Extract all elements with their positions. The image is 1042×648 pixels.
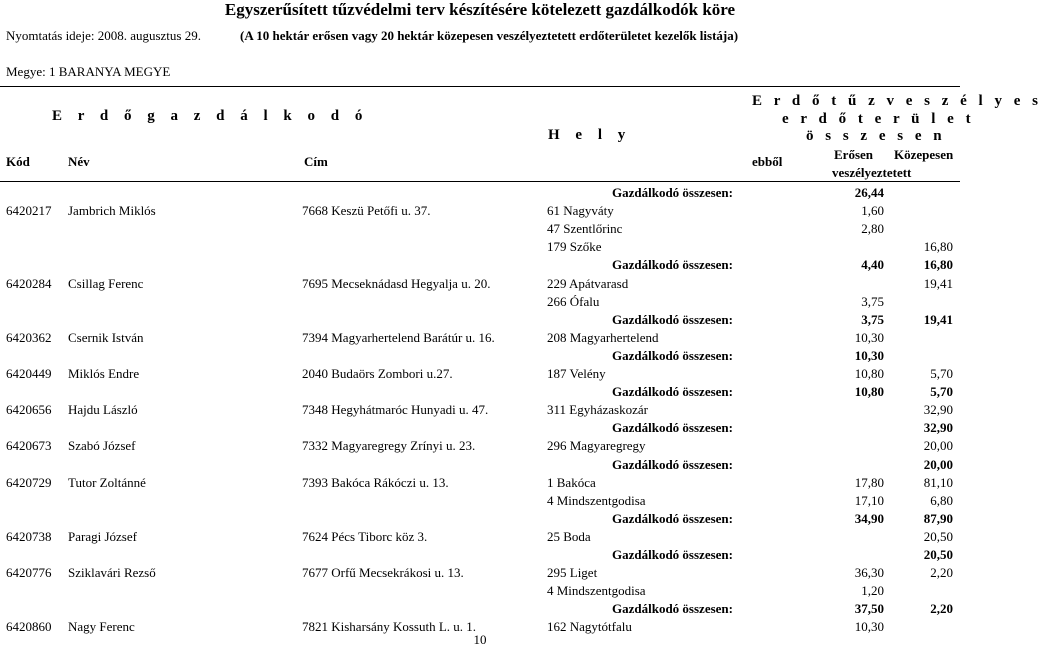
hely-cell: 295 Liget — [547, 565, 598, 581]
kozepesen-value: 20,50 — [923, 528, 953, 544]
hely-cell: 208 Magyarhertelend — [547, 329, 659, 345]
cim-cell: 7624 Pécs Tiborc köz 3. — [302, 528, 428, 544]
hely-cell: 311 Egyházaskozár — [547, 402, 648, 418]
cim-cell: 7695 Mecseknádasd Hegyalja u. 20. — [302, 275, 491, 291]
kozepesen-value: 2,20 — [930, 565, 953, 581]
kod-cell: 6420860 — [6, 619, 52, 635]
hely-cell: 47 Szentlőrinc — [547, 221, 623, 237]
subtotal-label: Gazdálkodó összesen: — [612, 311, 733, 327]
table-row — [0, 237, 960, 255]
group-veszelyes-line3: ö s s z e s e n — [806, 128, 946, 144]
cim-cell: 7348 Hegyhátmaróc Hunyadi u. 47. — [302, 402, 489, 418]
nev-cell: Csillag Ferenc — [68, 275, 144, 291]
hely-cell: 187 Velény — [547, 366, 606, 381]
subtotal-row — [0, 310, 960, 328]
hely-cell: 179 Szőke — [547, 239, 602, 255]
table-row — [0, 491, 960, 509]
subtotal-label: Gazdálkodó összesen: — [612, 420, 733, 436]
erosen-value: 10,30 — [854, 347, 884, 363]
col-erosen: Erősen — [834, 147, 873, 162]
kozepesen-value: 5,70 — [930, 366, 953, 381]
hely-cell: 266 Ófalu — [547, 293, 600, 309]
subtotal-row — [0, 545, 960, 563]
table-row — [0, 219, 960, 237]
nev-cell: Jambrich Miklós — [68, 203, 156, 219]
kozepesen-value: 16,80 — [923, 239, 953, 255]
nev-cell: Tutor Zoltánné — [68, 474, 146, 490]
group-erdogazdalkodo: E r d ő g a z d á l k o d ó — [52, 108, 369, 124]
erosen-value: 10,80 — [854, 384, 884, 400]
erosen-value: 34,90 — [854, 510, 884, 526]
subtotal-row — [0, 255, 960, 273]
table-row — [0, 328, 960, 346]
subtotal-row — [0, 183, 960, 201]
col-cim: Cím — [304, 154, 328, 169]
kod-cell: 6420362 — [6, 329, 52, 345]
group-hely: H e l y — [548, 127, 632, 143]
hely-cell: 296 Magyaregregy — [547, 438, 646, 454]
table-row — [0, 473, 960, 491]
subtotal-row — [0, 382, 960, 400]
subtotal-row — [0, 509, 960, 527]
table-row — [0, 563, 960, 581]
subtotal-label: Gazdálkodó összesen: — [612, 601, 733, 617]
erosen-value: 3,75 — [861, 293, 884, 309]
nev-cell: Nagy Ferenc — [68, 619, 135, 635]
hely-cell: 61 Nagyváty — [547, 203, 614, 219]
nev-cell: Csernik István — [68, 329, 144, 345]
kozepesen-value: 2,20 — [930, 601, 953, 617]
report-title: Egyszerűsített tűzvédelmi terv készítésére kötelezett gazdálkodók köre — [224, 0, 736, 19]
subtotal-row — [0, 455, 960, 473]
table-row — [0, 527, 960, 545]
kod-cell: 6420738 — [6, 528, 52, 544]
cim-cell: 7821 Kisharsány Kossuth L. u. 1. — [302, 619, 477, 635]
cim-cell: 7332 Magyaregregy Zrínyi u. 23. — [302, 438, 476, 454]
subtotal-label: Gazdálkodó összesen: — [612, 547, 733, 562]
table-row — [0, 436, 960, 454]
kozepesen-value: 81,10 — [923, 474, 953, 490]
erosen-value: 36,30 — [854, 565, 884, 581]
erosen-value: 1,20 — [861, 583, 884, 599]
cim-cell: 7393 Bakóca Rákóczi u. 13. — [302, 474, 449, 490]
cim-cell: 7668 Keszü Petőfi u. 37. — [302, 203, 431, 219]
cim-cell: 7394 Magyarhertelend Barátúr u. 16. — [302, 329, 495, 345]
header-bottom-rule — [0, 181, 960, 182]
col-veszelyeztetett: veszélyeztetett — [832, 165, 912, 180]
erosen-value: 17,80 — [854, 474, 884, 490]
table-row — [0, 581, 960, 599]
kozepesen-value: 32,90 — [923, 402, 953, 418]
col-kozepesen: Közepesen — [894, 147, 954, 162]
subtotal-label: Gazdálkodó összesen: — [612, 347, 733, 363]
cim-cell: 2040 Budaörs Zombori u.27. — [302, 366, 453, 381]
cim-cell: 7677 Orfű Mecsekrákosi u. 13. — [302, 565, 464, 581]
erosen-value: 10,30 — [854, 619, 884, 635]
kozepesen-value: 20,00 — [923, 456, 953, 472]
erosen-value: 3,75 — [861, 311, 884, 327]
subtotal-label: Gazdálkodó összesen: — [612, 257, 733, 273]
erosen-value: 10,30 — [854, 329, 884, 345]
subtotal-label: Gazdálkodó összesen: — [612, 510, 733, 526]
group-veszelyes-line2: e r d ő t e r ü l e t — [782, 111, 975, 127]
kozepesen-value: 32,90 — [923, 420, 953, 436]
table-row — [0, 292, 960, 310]
table-row — [0, 274, 960, 292]
kod-cell: 6420729 — [6, 474, 52, 490]
kod-cell: 6420776 — [6, 565, 52, 581]
hely-cell: 1 Bakóca — [547, 474, 596, 490]
kozepesen-value: 19,41 — [923, 311, 953, 327]
subtotal-label: Gazdálkodó összesen: — [612, 456, 733, 472]
subtotal-row — [0, 418, 960, 436]
kozepesen-value: 6,80 — [930, 492, 953, 508]
nev-cell: Paragi József — [68, 528, 137, 544]
kozepesen-value: 20,50 — [923, 547, 953, 562]
nev-cell: Szabó József — [68, 438, 136, 454]
kozepesen-value: 16,80 — [923, 257, 953, 273]
hely-cell: 4 Mindszentgodisa — [547, 583, 646, 599]
report-subtitle: (A 10 hektár erősen vagy 20 hektár közepesen veszélyeztetett erdőterületet kezelők listája) — [240, 28, 739, 43]
subtotal-label: Gazdálkodó összesen: — [612, 384, 733, 400]
kozepesen-value: 5,70 — [930, 384, 953, 400]
erosen-value: 4,40 — [861, 257, 884, 273]
subtotal-row — [0, 346, 960, 364]
erosen-value: 2,80 — [861, 221, 884, 237]
header-top-rule — [0, 86, 960, 87]
table-row — [0, 364, 960, 382]
table-row — [0, 201, 960, 219]
table-row — [0, 400, 960, 418]
nev-cell: Sziklavári Rezső — [68, 565, 156, 581]
erosen-value: 1,60 — [861, 203, 884, 219]
col-nev: Név — [68, 154, 90, 169]
subtotal-row — [0, 599, 960, 617]
col-ebbol: ebből — [752, 154, 783, 169]
hely-cell: 162 Nagytótfalu — [547, 619, 632, 635]
kod-cell: 6420656 — [6, 402, 52, 418]
erosen-value: 17,10 — [854, 492, 884, 508]
kod-cell: 6420217 — [6, 203, 52, 219]
kod-cell: 6420673 — [6, 438, 52, 454]
nev-cell: Hajdu László — [68, 402, 138, 418]
hely-cell: 25 Boda — [547, 528, 591, 544]
nev-cell: Miklós Endre — [68, 366, 140, 381]
kozepesen-value: 87,90 — [923, 510, 953, 526]
erosen-value: 37,50 — [854, 601, 884, 617]
kod-cell: 6420284 — [6, 275, 52, 291]
hely-cell: 229 Apátvarasd — [547, 275, 629, 291]
kod-cell: 6420449 — [6, 366, 52, 381]
page-number: 10 — [473, 632, 487, 647]
kozepesen-value: 20,00 — [923, 438, 953, 454]
kozepesen-value: 19,41 — [923, 275, 953, 291]
hely-cell: 4 Mindszentgodisa — [547, 492, 646, 508]
col-kod: Kód — [6, 154, 30, 169]
print-date: Nyomtatás ideje: 2008. augusztus 29. — [6, 28, 201, 43]
subtotal-label: Gazdálkodó összesen: — [612, 185, 733, 200]
erosen-value: 10,80 — [854, 366, 884, 381]
county-label: Megye: 1 BARANYA MEGYE — [6, 64, 171, 79]
group-veszelyes-line1: E r d ő t ű z v e s z é l y e s — [752, 93, 1042, 109]
erosen-value: 26,44 — [854, 185, 884, 200]
